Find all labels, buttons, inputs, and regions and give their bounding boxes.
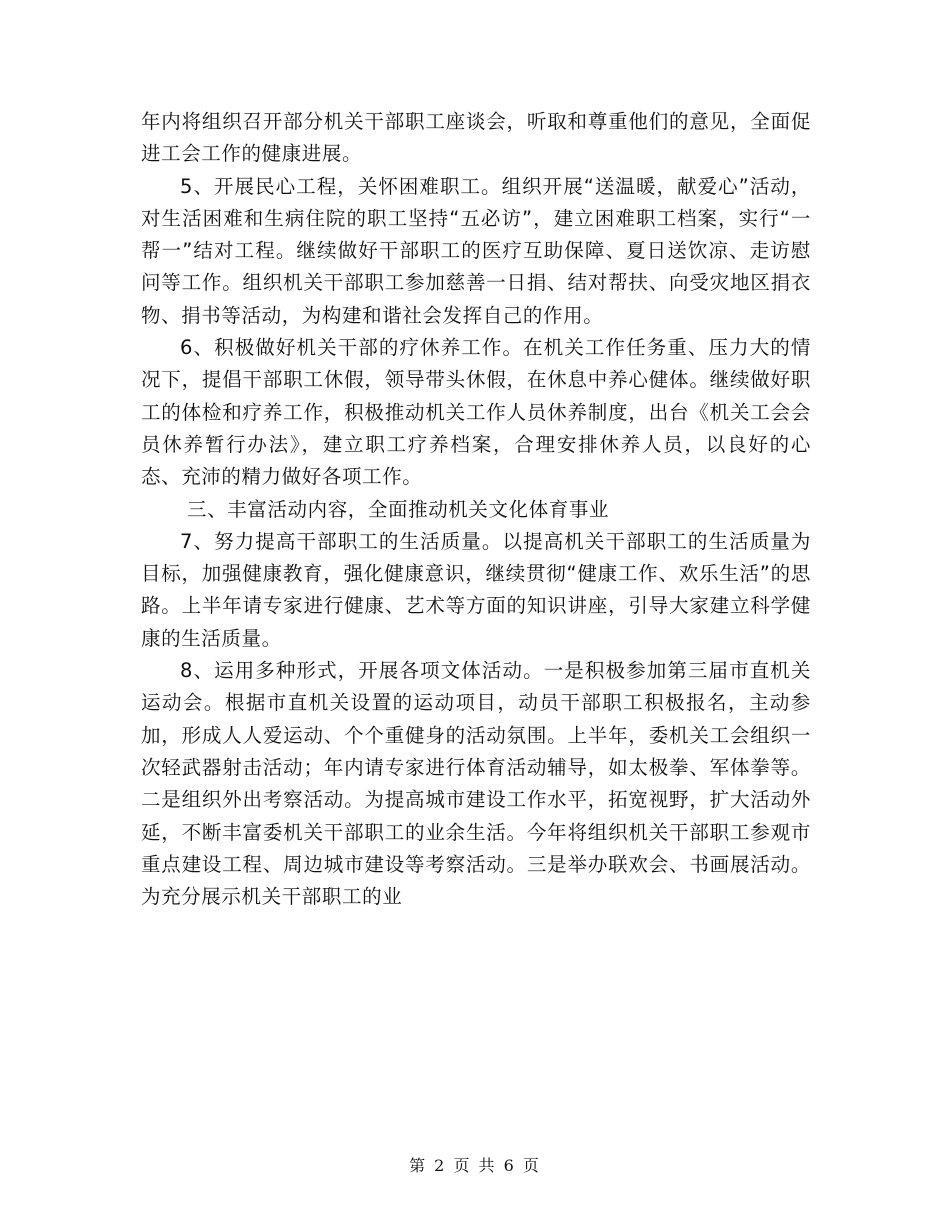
document-body: [141, 106, 811, 913]
paragraph-item-7: 7、努力提高干部职工的生活质量。以提高机关干部职工的生活质量为目标，加强健康教育，强化健康意识，继续贯彻“健康工作、欢乐生活”的思路。上半年请专家进行健康、艺术等方面的知识讲座，引导大家建立科学健康的生活质量。: [141, 529, 811, 650]
paragraph-item-8: 8、运用多种形式，开展各项文体活动。一是积极参加第三届市直机关运动会。根据市直机关设置的运动项目，动员干部职工积极报名，主动参加，形成人人爱运动、个个重健身的活动氛围。上半年，委机关工会组织一次轻武器射击活动；年内请专家进行体育活动辅导，如太极拳、军体拳等。二是组织外出考察活动。为提高城市建设工作水平，拓宽视野，扩大活动外延，不断丰富委机关干部职工的业余生活。今年将组织机关干部职工参观市重点建设工程、周边城市建设等考察活动。三是举办联欢会、书画展活动。为充分展示机关干部职工的业: [141, 659, 811, 909]
section-heading-3: 三、丰富活动内容，全面推动机关文化体育事业: [187, 497, 610, 521]
page-number-footer: 第 2 页 共 6 页: [409, 1156, 541, 1175]
paragraph-item-6: 6、积极做好机关干部的疗休养工作。在机关工作任务重、压力大的情况下，提倡干部职工休假，领导带头休假，在休息中养心健体。继续做好职工的体检和疗养工作，积极推动机关工作人员休养制度，出台《机关工会会员休养暂行办法》，建立职工疗养档案，合理安排休养人员，以良好的心态、充沛的精力做好各项工作。: [141, 336, 811, 489]
paragraph-continuation: 年内将组织召开部分机关干部职工座谈会，听取和尊重他们的意见，全面促进工会工作的健康进展。: [141, 110, 811, 166]
paragraph-item-5: 5、开展民心工程，关怀困难职工。组织开展“送温暖，献爱心”活动，对生活困难和生病住院的职工坚持“五必访”，建立困难职工档案，实行“一帮一”结对工程。继续做好干部职工的医疗互助保障、夏日送饮凉、走访慰问等工作。组织机关干部职工参加慈善一日捐、结对帮扶、向受灾地区捐衣物、捐书等活动，为构建和谐社会发挥自己的作用。: [141, 174, 811, 327]
